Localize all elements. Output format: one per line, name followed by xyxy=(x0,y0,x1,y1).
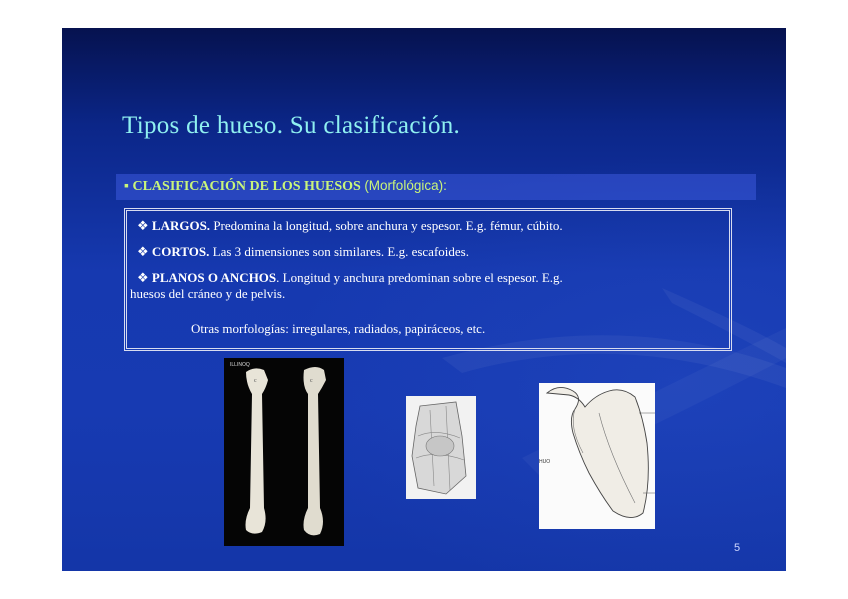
short-bone-image xyxy=(406,396,476,499)
item-term: PLANOS O ANCHOS xyxy=(151,270,277,285)
svg-text:c: c xyxy=(310,378,313,384)
item-largos xyxy=(137,218,563,234)
other-morphologies: Otras morfologías: irregulares, radiados, papiráceos, etc. xyxy=(191,321,486,336)
item-term: CORTOS. xyxy=(151,244,210,259)
item-text: . Longitud y anchura predominan sobre el espesor. E.g. xyxy=(276,270,563,285)
item-term: LARGOS. xyxy=(151,218,211,233)
item-planos-continuation: huesos del cráneo y de pelvis. xyxy=(130,286,286,301)
classification-header xyxy=(124,178,447,195)
diamond-bullet-icon: ❖ xyxy=(137,218,149,233)
flat-bone-image xyxy=(539,383,655,529)
long-bone-label: ILLINOQ xyxy=(230,362,250,368)
diamond-bullet-icon: ❖ xyxy=(137,244,149,259)
item-cortos xyxy=(137,244,469,260)
item-text: Las 3 dimensiones son similares. E.g. escafoides. xyxy=(212,244,469,259)
classification-box xyxy=(124,208,732,351)
header-normal-text: (Morfológica): xyxy=(364,178,447,193)
item-text: Predomina la longitud, sobre anchura y espesor. E.g. fémur, cúbito. xyxy=(213,218,563,233)
diamond-bullet-icon: ❖ xyxy=(137,270,149,285)
header-bold-text: CLASIFICACIÓN DE LOS HUESOS xyxy=(132,179,361,194)
header-bullet: ▪ xyxy=(124,179,129,194)
flat-bone-label: HUO xyxy=(539,459,551,465)
long-bone-image xyxy=(224,358,344,546)
slide xyxy=(62,28,786,571)
page-number: 5 xyxy=(734,542,741,554)
slide-title: Tipos de hueso. Su clasificación. xyxy=(122,112,461,139)
item-planos xyxy=(137,270,563,286)
svg-text:c: c xyxy=(254,378,257,384)
